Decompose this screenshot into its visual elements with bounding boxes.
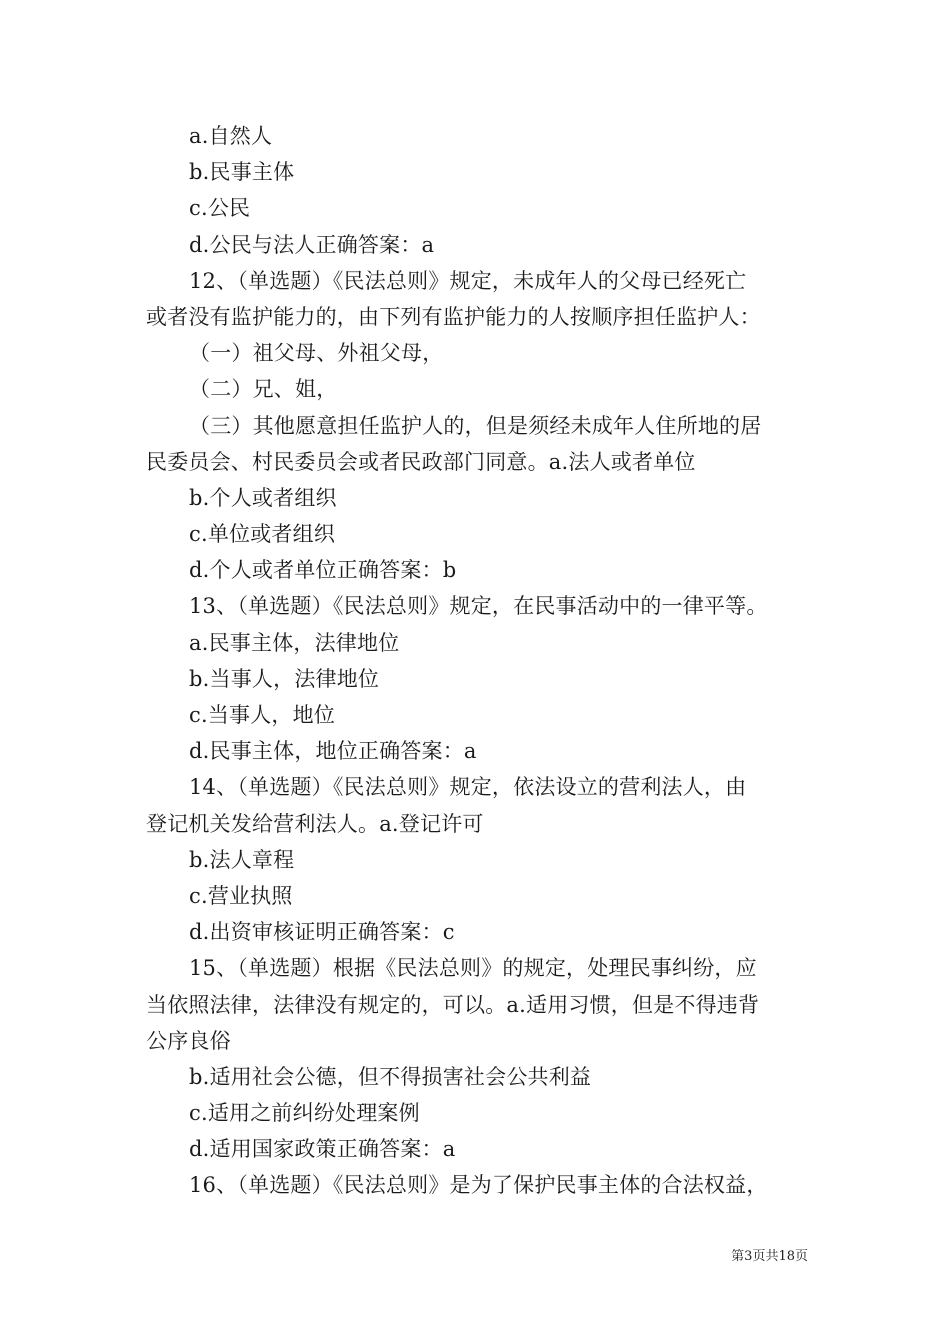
- text-line: （一）祖父母、外祖父母，: [189, 341, 444, 366]
- text-line: 当依照法律，法律没有规定的，可以。a.适用习惯，但是不得违背: [146, 992, 760, 1017]
- text-line: b.法人章程: [189, 847, 295, 872]
- text-line: 民委员会、村民委员会或者民政部门同意。a.法人或者单位: [146, 449, 696, 474]
- text-line: b.当事人，法律地位: [189, 666, 380, 691]
- text-line: c.适用之前纠纷处理案例: [189, 1101, 420, 1126]
- text-line: c.公民: [189, 196, 251, 221]
- text-line: d.适用国家政策正确答案：a: [189, 1137, 456, 1162]
- text-line: c.单位或者组织: [189, 522, 336, 547]
- text-line: （三）其他愿意担任监护人的，但是须经未成年人住所地的居: [189, 413, 762, 438]
- text-line: d.个人或者单位正确答案：b: [189, 558, 457, 583]
- text-line: c.营业执照: [189, 883, 293, 908]
- text-line: 14、（单选题）《民法总则》规定，依法设立的营利法人，由: [189, 775, 747, 800]
- text-line: b.个人或者组织: [189, 485, 337, 510]
- document-body: [146, 118, 810, 1204]
- text-line: b.适用社会公德，但不得损害社会公共利益: [189, 1064, 592, 1089]
- text-line: a.民事主体，法律地位: [189, 630, 400, 655]
- text-line: 登记机关发给营利法人。a.登记许可: [146, 811, 484, 836]
- text-line: 公序良俗: [146, 1028, 231, 1053]
- page-number: 第3页共18页: [731, 1249, 808, 1264]
- text-line: （二）兄、姐，: [189, 377, 338, 402]
- text-line: d.公民与法人正确答案：a: [189, 232, 435, 257]
- text-line: c.当事人，地位: [189, 703, 336, 727]
- text-line: 16、（单选题）《民法总则》是为了保护民事主体的合法权益，: [189, 1173, 768, 1198]
- text-line: 13、（单选题）《民法总则》规定，在民事活动中的一律平等。: [189, 594, 768, 619]
- text-line: 12、（单选题）《民法总则》规定，未成年人的父母已经死亡: [189, 268, 747, 293]
- text-line: 或者没有监护能力的，由下列有监护能力的人按顺序担任监护人：: [146, 304, 761, 329]
- text-line: d.出资审核证明正确答案：c: [189, 920, 455, 945]
- text-line: b.民事主体: [189, 160, 295, 185]
- text-line: 15、（单选题）根据《民法总则》的规定，处理民事纠纷，应: [189, 956, 757, 981]
- text-line: a.自然人: [189, 124, 273, 148]
- text-line: d.民事主体，地位正确答案：a: [189, 739, 477, 764]
